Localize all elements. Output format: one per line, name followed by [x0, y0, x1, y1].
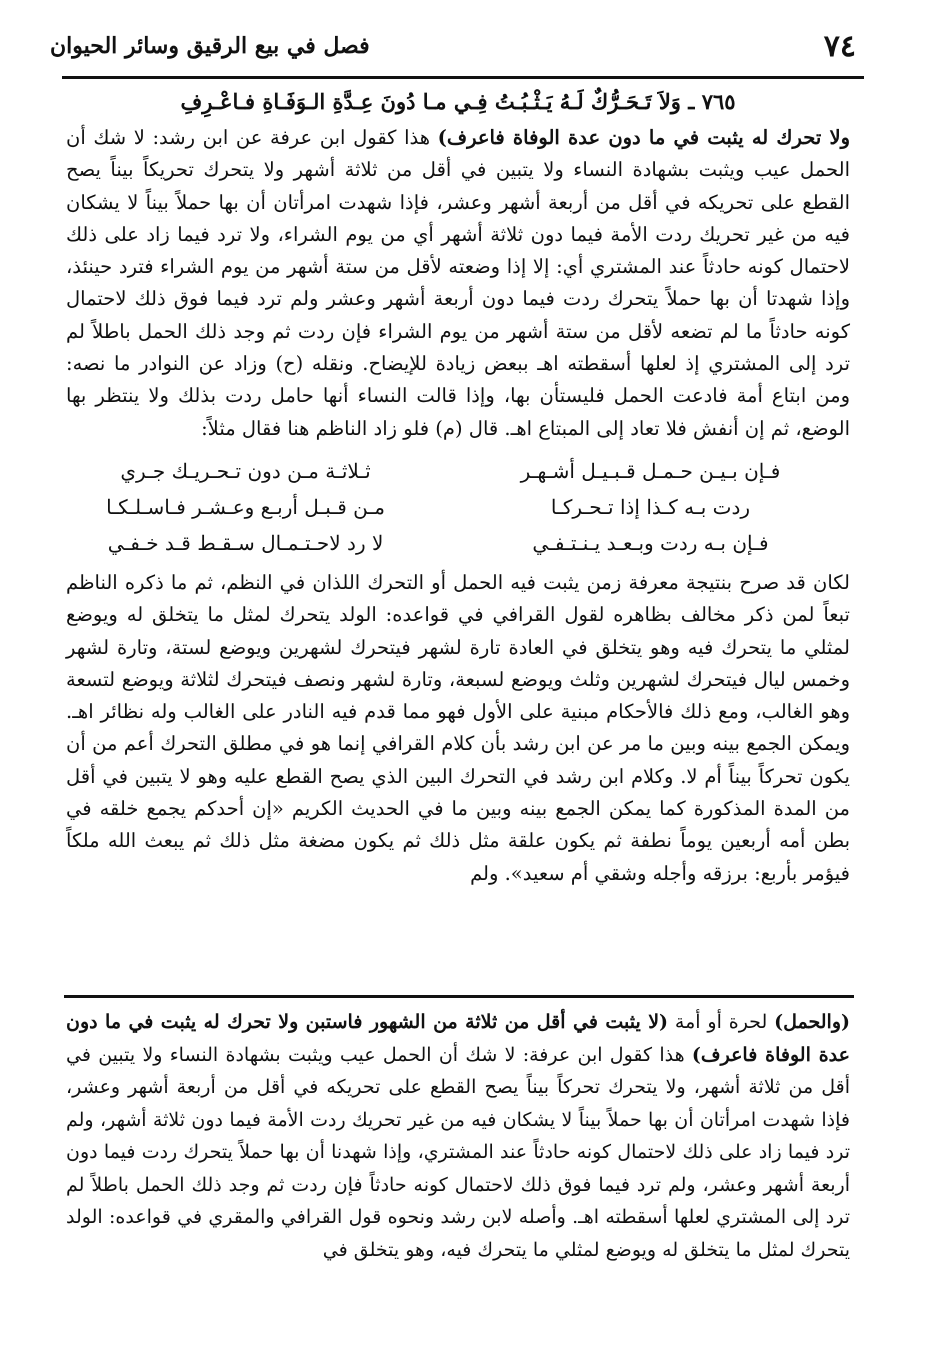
footnote-separator — [64, 995, 854, 998]
verse-number: ٧٦٥ — [701, 89, 736, 114]
commentary-lead: ولا تحرك له يثبت في ما دون عدة الوفاة فاعرف) — [437, 126, 850, 149]
commentary-text-1: هذا كقول ابن عرفة عن ابن رشد: لا شك أن الحمل عيب ويثبت بشهادة النساء ولا يتبين في أقل من ثلاثة أشهر ولا يتحرك تحريكاً بيناً يصح القطع على تحريكه في أقل من أربعة أشهر وعشر، فإذا شهدت امرأتان أن بها حملاً بيناً لا يشكان فيه من غير تحريك ردت الأمة فيما دون ثلاثة أشهر أي من يوم الشراء، ولا ترد فيما زاد على ذلك لاحتمال كونه حادثاً عند المشتري أي: إلا إذا وضعته لأقل من ستة أشهر من يوم الشراء فترد حينئذ، وإذا شهدتا أن بها حملاً يتحرك ردت فيما دون أربعة أشهر وعشر ولم ترد فيما فوق ذلك لاحتمال كونه حادثاً ما لم تضعه لأقل من ستة أشهر من يوم الشراء فإن ردت ثم وجد ذلك الحمل باطلاً لم ترد إلى المشتري إذ لعلها أسقطته اهـ ببعض زيادة للإيضاح. ونقله (ح) وزاد عن النوادر ما نصه: ومن ابتاع أمة فادعت الحمل فليستأن بها، وإذا قالت النساء أنها حامل ردت بذلك ولا ينتظر بها الوضع، ثم إن أنفش فلا تعاد إلى المبتاع اهـ. قال (م) فلو زاد الناظم هنا فقال مثلاً: — [66, 126, 850, 440]
poem-row — [66, 489, 850, 525]
verse-line — [66, 84, 850, 120]
main-text — [66, 84, 850, 890]
chapter-title: فصل في بيع الرقيق وسائر الحيوان — [50, 33, 370, 59]
poem-hemistich: ثـلاثـة مـن دون تـحـريـك جـري — [120, 458, 371, 483]
footnote-text — [66, 1006, 850, 1266]
page-header — [50, 22, 856, 70]
poem-hemistich: ردت بـه كـذا إذا تـحـركـا — [550, 494, 751, 519]
footnote-lead: (والحمل) — [774, 1011, 850, 1033]
footnote-seg-3: هذا كقول ابن عرفة: لا شك أن الحمل عيب ويثبت بشهادة النساء ولا يتبين في أقل من ثلاثة أشهر، ولا يتحرك تحركاً بيناً يصح القطع على تحريكه في أقل من أربعة أشهر وعشر، فإذا شهدت امرأتان أن بها حملاً بيناً لا يشكان فيه من غير تحريك ردت الأمة فيما دون ثلاثة أشهر، ولم ترد فيما زاد على ذلك لاحتمال كونه حادثاً عند المشتري، وإذا شهدنا أن بها حملاً يتحرك ردت فيما دون أربعة أشهر وعشر، ولم ترد فيما فوق ذلك لاحتمال كونه حادثاً فإن ردت ثم وجد ذلك الحمل باطلاً لم ترد إلى المشتري لعلها أسقطته اهـ. وأصله لابن رشد ونحوه قول القرافي والمقري في قواعده: الولد يتحرك لمثل ما يتخلق له ويوضع لمثلي ما يتحرك فيه، وهو يتخلق في — [66, 1043, 850, 1261]
header-rule — [62, 76, 864, 79]
verse-text: ـ وَلاَ تَـحَـرُّكٌ لَـهُ يَـثْـبُـتُ فِـي مـا دُونَ عِـدَّةِ الـوَفَـاةِ فـاعْـرِفِ — [180, 89, 695, 114]
commentary-paragraph-2: لكان قد صرح بنتيجة معرفة زمن يثبت فيه الحمل أو التحرك اللذان في النظم، ثم ما ذكره الناظم تبعاً لمن ذكر مخالف بظاهره لقول القرافي في قواعده: الولد يتحرك لمثل ما يتخلق له ويوضع لمثلي ما يتحرك فيه وهو يتخلق في العادة تارة لشهر فيتحرك لشهرين ويوضع لستة، وتارة لشهر وخمس ليال فيتحرك لشهرين وثلث ويوضع لسبعة، وتارة لشهر ونصف فيتحرك لثلاثة ويوضع لتسعة وهو الغالب، ومع ذلك فالأحكام مبنية على الأول فهو مما قدم فيه النادر على الغالب وله نظائر اهـ. ويمكن الجمع بينه وبين ما مر عن ابن رشد بأن كلام القرافي إنما هو في مطلق التحرك أعم من أن يكون تحركاً بيناً أم لا. وكلام ابن رشد في التحرك البين الذي يصح القطع عليه وهو لا يتبين في أقل من المدة المذكورة كما يمكن الجمع بينه وبين ما في الحديث الكريم «إن أحدكم يجمع خلقه في بطن أمه أربعين يوماً نطفة ثم يكون علقة مثل ذلك ثم يكون مضغة مثل ذلك ثم يبعث الله ملكاً فيؤمر بأربع: برزقه وأجله وشقي أم سعيد». ولم — [66, 570, 850, 885]
footnote-seg-1: لحرة أو أمة — [674, 1011, 768, 1033]
commentary-paragraph — [66, 122, 850, 445]
poem-hemistich: فـإن بـه ردت وبـعـد يـنـتـفـي — [532, 530, 769, 555]
poem-hemistich: مـن قـبـل أربـع وعـشـر فـاسـلـكـا — [106, 494, 385, 519]
footnote-seg-2: (لا يثبت في أقل من ثلاثة من الشهور فاستبن ولا تحرك له يثبت في ما دون عدة الوفاة فاعرف) — [66, 1011, 850, 1066]
poem-block — [66, 453, 850, 561]
poem-hemistich: فـإن بـيـن حـمـل قـبـيـل أشـهـر — [520, 458, 781, 483]
poem-row — [66, 453, 850, 489]
page-number: ٧٤ — [823, 28, 856, 64]
poem-row — [66, 525, 850, 561]
poem-hemistich: لا رد لاحـتـمـال سـقـط قـد خـفـي — [107, 530, 384, 555]
footnote-paragraph — [66, 1006, 850, 1266]
